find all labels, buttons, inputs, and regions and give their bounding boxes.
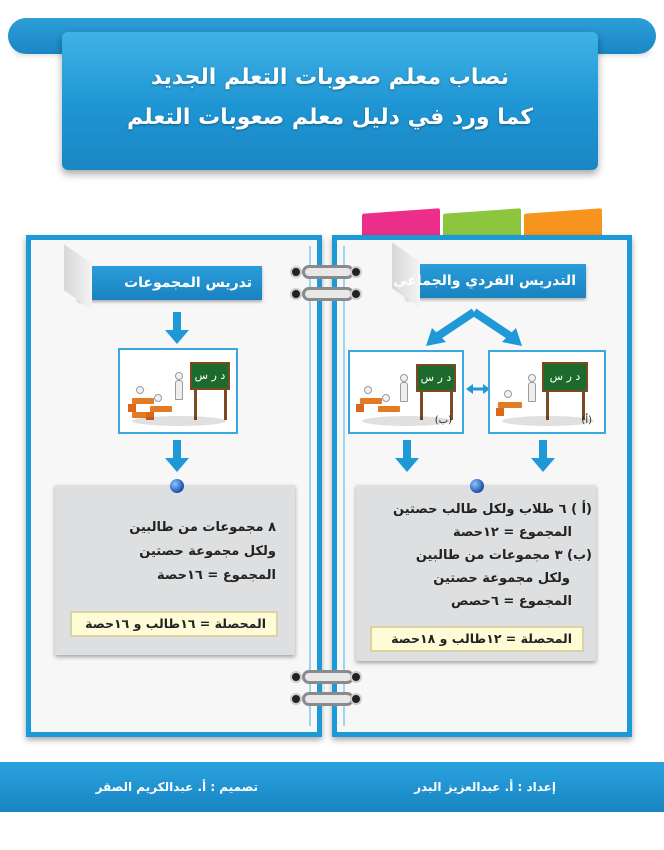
page-title (62, 58, 598, 138)
down-arrow-icon (398, 440, 416, 474)
total-summary: المحصلة = ١٦طالب و ١٦حصة (70, 611, 278, 637)
section-header-individual-group (393, 264, 586, 298)
card-line: ولكل مجموعة حصتين (139, 544, 276, 559)
card-line: المجموع = ١٢حصة (452, 525, 572, 540)
classroom-illustration (118, 348, 238, 434)
total-summary: المحصلة = ١٢طالب و ١٨حصة (370, 626, 584, 652)
section-label: التدريس الفردي والجماعي (393, 273, 576, 289)
classroom-illustration-b (348, 350, 464, 434)
chalkboard: د ر س (190, 362, 230, 390)
card-line: ولكل مجموعة حصتين (433, 571, 570, 586)
card-line: (ب) ٣ مجموعات من طالبين (415, 548, 592, 563)
card-line: المجموع = ١٦حصة (156, 568, 276, 583)
card-line: ٨ مجموعات من طالبين (129, 520, 276, 535)
prepared-by: إعداد : أ. عبدالعزيز البدر (414, 780, 556, 794)
branch-arrow-icon (424, 306, 524, 348)
card-line: المجموع = ٦حصص (451, 594, 572, 609)
down-arrow-icon (168, 440, 186, 474)
down-arrow-icon (534, 440, 552, 474)
title-line-2: كما ورد في دليل معلم صعوبات التعلم (126, 105, 534, 130)
section-label: تدريس المجموعات (124, 275, 252, 291)
classroom-illustration-a (488, 350, 606, 434)
chalkboard: د ر س (542, 362, 588, 392)
push-pin-icon (170, 479, 184, 493)
title-line-1: نصاب معلم صعوبات التعلم الجديد (150, 65, 510, 90)
chalkboard: د ر س (416, 364, 456, 392)
card-line: (أ ) ٦ طلاب ولكل طالب حصتين (393, 502, 592, 517)
push-pin-icon (470, 479, 484, 493)
section-header-group-teaching (78, 266, 262, 300)
designed-by: تصميم : أ. عبدالكريم الصقر (95, 780, 258, 794)
illustration-tag-a: (أ) (581, 415, 592, 426)
down-arrow-icon (168, 312, 186, 346)
illustration-tag-b: (ب) (434, 415, 452, 426)
double-arrow-icon (466, 382, 490, 396)
